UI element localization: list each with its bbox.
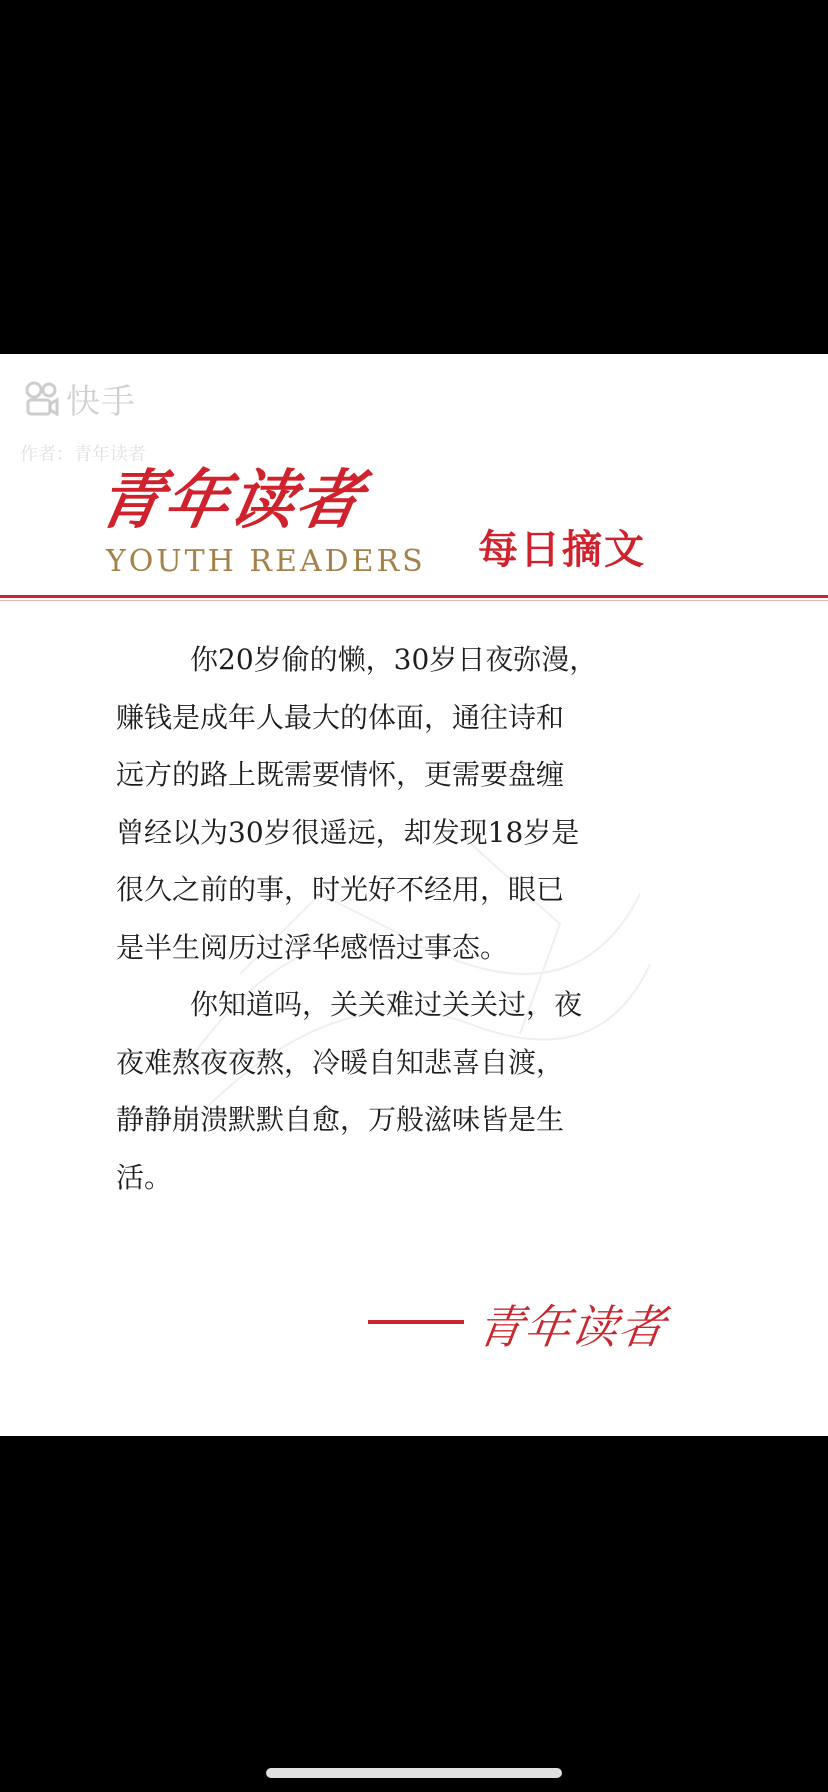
- watermark-app-name: 快手: [66, 382, 136, 422]
- watermark-author: 作者：青年读者: [20, 444, 146, 465]
- header-divider-shadow: [0, 600, 828, 601]
- section-label: 每日摘文: [478, 527, 646, 573]
- kuaishou-watermark: [22, 374, 136, 423]
- article-line: 活。: [116, 1160, 173, 1194]
- article-line: 是半生阅历过浮华感悟过事态。: [116, 930, 509, 964]
- article-line: 夜难熬夜夜熬，冷暖自知悲喜自渡，: [116, 1045, 565, 1079]
- article-line: 曾经以为30岁很遥远，却发现18岁是: [116, 815, 580, 849]
- article-line: 静静崩溃默默自愈，万般滋味皆是生: [116, 1103, 565, 1136]
- brand-title: 青年读者: [92, 464, 370, 538]
- article-line: 你20岁偷的懒，30岁日夜弥漫，: [190, 643, 598, 676]
- article-line: 你知道吗，关关难过关关过，夜: [190, 988, 583, 1021]
- kuaishou-logo-icon: [22, 380, 60, 418]
- article-body: [116, 631, 716, 1206]
- bottom-letterbox: [0, 1436, 828, 1792]
- signature-dash: [368, 1320, 464, 1324]
- article-line: 远方的路上既需要情怀，更需要盘缠: [116, 758, 565, 791]
- image-card: [0, 354, 828, 1436]
- article-line: 很久之前的事，时光好不经用，眼已: [116, 873, 565, 906]
- header-divider: [0, 595, 828, 598]
- brand-subtitle: YOUTH READERS: [106, 544, 426, 579]
- signature: 青年读者: [473, 1300, 670, 1354]
- home-indicator[interactable]: [266, 1768, 562, 1778]
- article-line: 赚钱是成年人最大的体面，通往诗和: [116, 700, 565, 734]
- top-letterbox: [0, 0, 828, 354]
